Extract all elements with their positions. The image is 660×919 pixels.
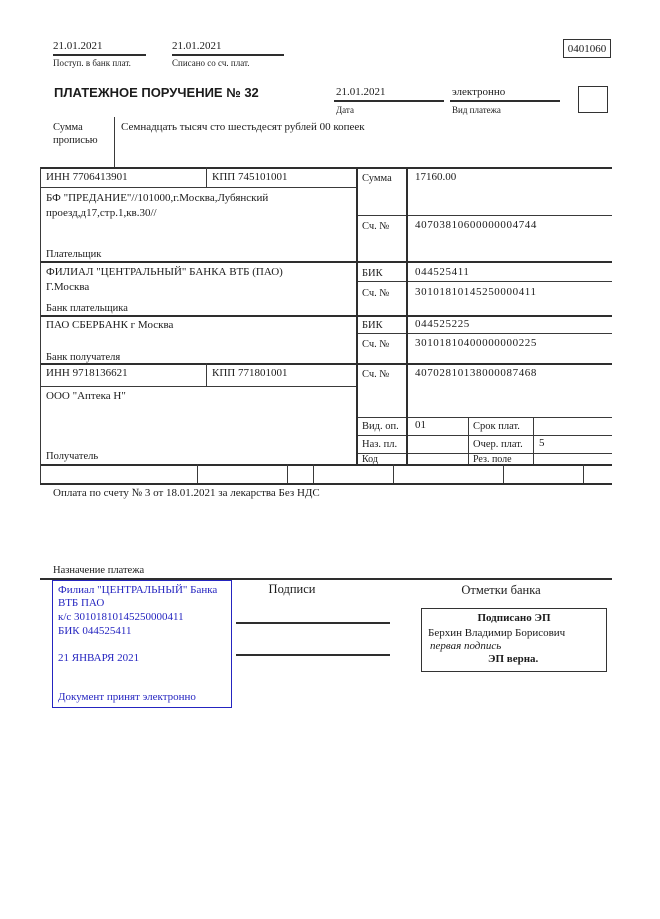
payee-bank-bik-label: БИК [362,320,383,331]
table-line [357,215,612,216]
bank-stamp-date: 21 ЯНВАРЯ 2021 [58,652,140,664]
amount-words-divider [114,117,115,167]
ep-signed-label: Подписано ЭП [477,612,551,624]
payee-role-label: Получатель [46,451,99,462]
bank-stamp-bik: БИК 044525411 [58,625,132,637]
amount-label: Сумма [362,173,392,184]
table-line [357,281,612,282]
table-line [40,167,612,169]
signature-line [236,654,390,656]
payee-account-label: Сч. № [362,369,390,380]
naz-pl-label: Наз. пл. [362,439,398,450]
payee-bank-name: ПАО СБЕРБАНК г Москва [46,319,174,331]
payer-bank-name: ФИЛИАЛ "ЦЕНТРАЛЬНЫЙ" БАНКА ВТБ (ПАО) Г.Москва [46,266,283,293]
table-line [583,464,584,483]
payer-role-label: Плательщик [46,249,102,260]
ocher-plat-label: Очер. плат. [473,439,523,450]
payer-account: 40703810600000004744 [415,219,537,231]
table-line [206,363,207,386]
table-line [313,464,314,483]
payee-inn: ИНН 9718136621 [46,367,128,379]
bank-stamp-bank-name: Филиал "ЦЕНТРАЛЬНЫЙ" Банка ВТБ ПАО [58,584,218,609]
payment-kind-label: Вид платежа [452,105,501,115]
date-debited-underline [172,54,284,56]
ep-signature-box [421,608,607,672]
payer-bank-bik: 044525411 [415,266,470,278]
bank-marks-label: Отметки банка [461,583,541,597]
payee-account: 40702810138000087468 [415,367,537,379]
table-line [503,464,504,483]
payee-bank-bik: 044525225 [415,318,470,330]
table-line [393,464,394,483]
table-line [40,386,358,387]
date-field-underline [334,100,444,102]
date-received-underline [53,54,146,56]
table-line [356,167,358,464]
form-code: 0401060 [567,42,607,55]
table-line [406,167,408,464]
bank-stamp [52,580,232,708]
payee-bank-account-label: Сч. № [362,339,390,350]
amount-words-value: Семнадцать тысяч сто шестьдесят рублей 00 копеек [121,121,365,133]
table-line [40,363,612,365]
table-line [357,435,612,436]
table-line [357,333,612,334]
payment-kind-underline [450,100,560,102]
payer-bank-account-label: Сч. № [362,288,390,299]
payment-order-title: ПЛАТЕЖНОЕ ПОРУЧЕНИЕ № 32 [54,85,259,100]
purpose-label: Назначение платежа [53,565,145,576]
payment-kind-value: электронно [452,86,506,98]
srok-plat-label: Срок плат. [473,421,520,432]
table-line [357,417,612,418]
vid-op-label: Вид. оп. [362,421,399,432]
amount-words-label: Сумма прописью [53,122,98,146]
bank-stamp-corr-account: к/с 30101810145250000411 [58,611,184,623]
payer-bank-role-label: Банк плательщика [46,303,128,314]
vid-op-value: 01 [415,419,426,431]
date-received-value: 21.01.2021 [53,40,103,52]
date-received-label: Поступ. в банк плат. [53,58,131,68]
payer-kpp: КПП 745101001 [212,171,288,183]
kod-label: Код [362,454,378,465]
payee-bank-role-label: Банк получателя [46,352,121,363]
table-line [197,464,198,483]
table-line [287,464,288,483]
ocher-plat-value: 5 [539,437,545,449]
ep-signature-kind: первая подпись [430,640,502,652]
payee-kpp: КПП 771801001 [212,367,288,379]
payer-bank-account: 30101810145250000411 [415,286,537,298]
table-line [40,315,612,317]
purpose-text: Оплата по счету № 3 от 18.01.2021 за лекарства Без НДС [53,487,320,499]
signature-line [236,622,390,624]
signatures-label: Подписи [268,582,316,596]
table-line [40,261,612,263]
date-field-label: Дата [336,105,354,115]
date-debited-value: 21.01.2021 [172,40,222,52]
payer-inn: ИНН 7706413901 [46,171,128,183]
payer-account-label: Сч. № [362,221,390,232]
ep-verified-label: ЭП верна. [488,653,539,665]
table-line [40,464,612,466]
table-line [533,417,534,464]
date-debited-label: Списано со сч. плат. [172,58,250,68]
ep-signer-name: Берхин Владимир Борисович [428,627,566,639]
table-line [40,483,612,485]
date-field-value: 21.01.2021 [336,86,386,98]
payer-bank-bik-label: БИК [362,268,383,279]
form-code-box [563,39,611,58]
table-line [468,417,469,464]
payer-name: БФ "ПРЕДАНИЕ"//101000,г.Москва,Лубянский проезд,д17,стр.1,кв.30// [46,192,269,219]
table-line [40,187,358,188]
payee-bank-account: 30101810400000000225 [415,337,537,349]
table-line [206,167,207,187]
payment-kind-code-box [578,86,608,113]
amount-value: 17160.00 [415,171,457,183]
table-line [40,167,41,483]
rez-pole-label: Рез. поле [473,454,512,465]
bank-stamp-accepted-note: Документ принят электронно [58,691,196,703]
payee-name: ООО "Аптека Н" [46,390,126,402]
